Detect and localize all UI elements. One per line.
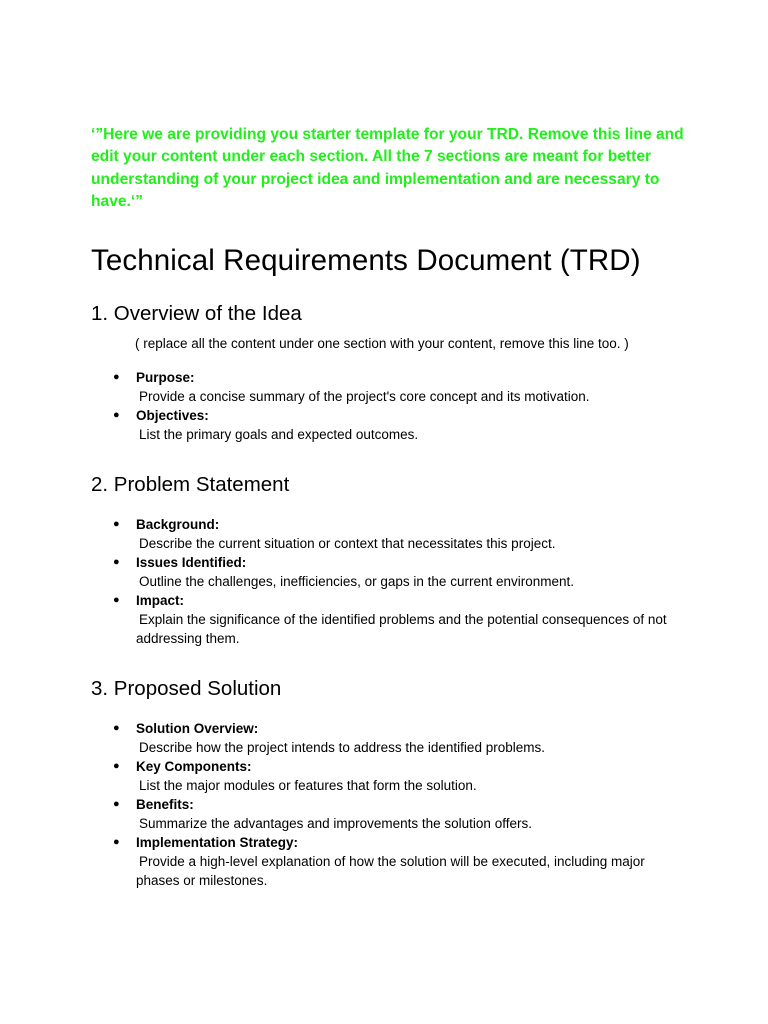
- bullet-icon: ●: [113, 409, 120, 422]
- item-description: Describe the current situation or context that necessitates this project.: [139, 536, 556, 552]
- item-description: List the primary goals and expected outcomes.: [139, 427, 419, 443]
- bullet-icon: ●: [113, 371, 120, 384]
- list-item: [91, 719, 678, 757]
- section-heading: 2. Problem Statement: [91, 473, 290, 497]
- bullet-list: [91, 368, 678, 444]
- item-label: Benefits:: [136, 797, 194, 813]
- item-label: Issues Identified:: [136, 555, 247, 571]
- item-label: Solution Overview:: [136, 721, 259, 737]
- list-item: [91, 591, 678, 648]
- list-item: [91, 406, 678, 444]
- item-label: Impact:: [136, 593, 185, 609]
- bullet-list: [91, 515, 678, 648]
- section-proposed-solution: [91, 676, 678, 890]
- item-label: Objectives:: [136, 408, 209, 424]
- bullet-icon: ●: [113, 518, 120, 531]
- bullet-icon: ●: [113, 556, 120, 569]
- list-item: [91, 833, 678, 890]
- bullet-icon: ●: [113, 836, 120, 849]
- section-hint: ( replace all the content under one section with your content, remove this line too. ): [135, 336, 629, 352]
- item-description: Provide a concise summary of the project's core concept and its motivation.: [139, 389, 590, 405]
- item-description: Summarize the advantages and improvements the solution offers.: [139, 816, 532, 832]
- document-title: Technical Requirements Document (TRD): [91, 244, 641, 278]
- bullet-list: [91, 719, 678, 890]
- item-description: Explain the significance of the identified problems and the potential consequences of not addressing them.: [136, 612, 667, 647]
- item-description: List the major modules or features that form the solution.: [139, 778, 477, 794]
- list-item: [91, 368, 678, 406]
- item-label: Background:: [136, 517, 220, 533]
- item-label: Key Components:: [136, 759, 252, 775]
- item-description: Provide a high-level explanation of how the solution will be executed, including major phases or milestones.: [136, 854, 645, 889]
- section-overview: [91, 301, 678, 444]
- bullet-icon: ●: [113, 798, 120, 811]
- list-item: [91, 757, 678, 795]
- list-item: [91, 515, 678, 553]
- list-item: [91, 553, 678, 591]
- item-description: Describe how the project intends to address the identified problems.: [139, 740, 545, 756]
- bullet-icon: ●: [113, 722, 120, 735]
- item-label: Purpose:: [136, 370, 195, 386]
- section-problem-statement: [91, 472, 678, 648]
- bullet-icon: ●: [113, 594, 120, 607]
- section-heading: 3. Proposed Solution: [91, 677, 282, 701]
- bullet-icon: ●: [113, 760, 120, 773]
- section-heading: 1. Overview of the Idea: [91, 302, 302, 326]
- item-label: Implementation Strategy:: [136, 835, 299, 851]
- template-note: ‘”Here we are providing you starter template for your TRD. Remove this line and edit your content under each section. All the 7 sections are meant for better understanding of your project idea and implementation and are necessary to have.‘”: [91, 126, 684, 210]
- item-description: Outline the challenges, inefficiencies, or gaps in the current environment.: [139, 574, 574, 590]
- list-item: [91, 795, 678, 833]
